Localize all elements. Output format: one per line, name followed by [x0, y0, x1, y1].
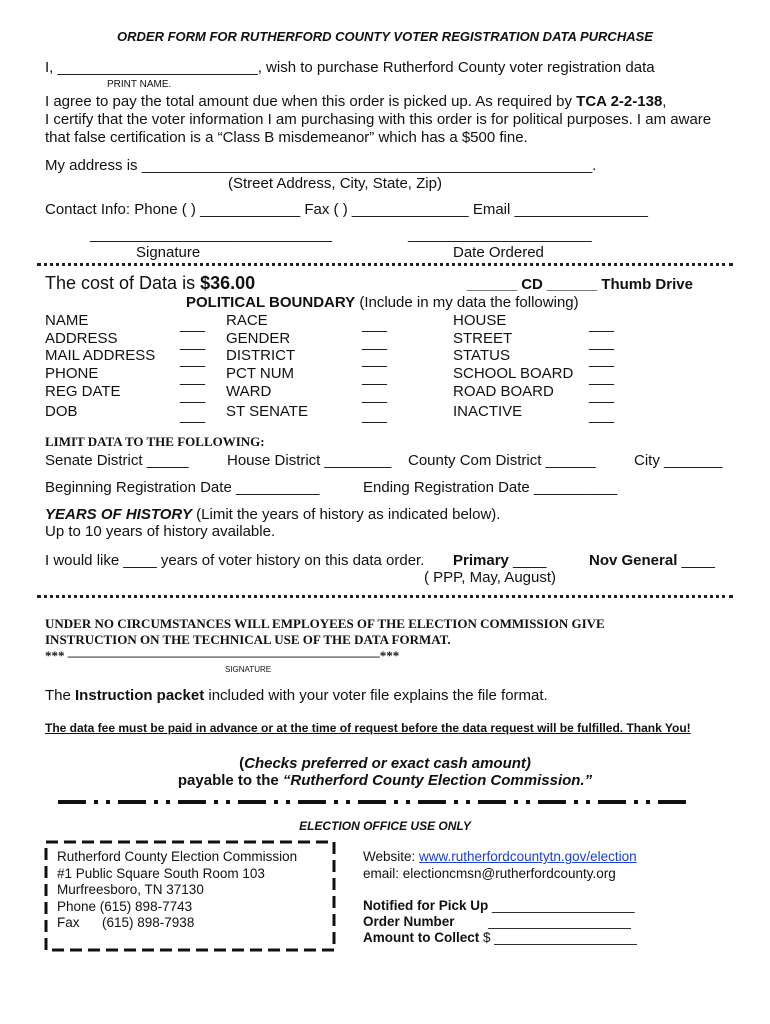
- boundary-option-blank[interactable]: ___: [589, 351, 615, 368]
- boundary-option-label: ST SENATE: [226, 403, 308, 420]
- limit-heading: LIMIT DATA TO THE FOLLOWING:: [45, 434, 265, 449]
- history-years-field[interactable]: I would like ____ years of voter history on this data order.: [45, 552, 425, 569]
- boundary-option-blank[interactable]: ___: [180, 369, 206, 386]
- boundary-option-label: ADDRESS: [45, 330, 118, 347]
- dotted-divider: [37, 263, 733, 266]
- notified-pickup-field[interactable]: [363, 898, 635, 913]
- order-blank: ___________________: [454, 914, 631, 929]
- address-hint: (Street Address, City, State, Zip): [228, 175, 442, 192]
- order-number-field[interactable]: [363, 914, 631, 929]
- nov-general-field[interactable]: [589, 552, 715, 569]
- payment-prefix: payable to the: [177, 772, 283, 789]
- boundary-option-blank[interactable]: ___: [180, 316, 206, 333]
- nov-general-label: Nov General: [589, 552, 678, 569]
- office-use-heading: ELECTION OFFICE USE ONLY: [299, 819, 471, 833]
- cost-amount: $36.00: [200, 273, 256, 293]
- boundary-option-blank[interactable]: ___: [180, 387, 206, 404]
- contact-info-line[interactable]: Contact Info: Phone ( ) ____________ Fax ( ) ______________ Email ________________: [45, 201, 648, 218]
- tca-reference: TCA 2-2-138: [576, 93, 663, 110]
- boundary-heading: POLITICAL BOUNDARY: [186, 294, 356, 311]
- boundary-option-blank[interactable]: ___: [589, 407, 615, 424]
- nov-general-blank: ____: [677, 552, 715, 569]
- media-choice[interactable]: ______ CD ______ Thumb Drive: [467, 276, 693, 293]
- boundary-option-blank[interactable]: ___: [589, 334, 615, 351]
- history-limit: Up to 10 years of history available.: [45, 523, 276, 540]
- date-ordered-label: Date Ordered: [453, 244, 544, 261]
- payment-line-2: [0, 772, 770, 789]
- email-line: email: electioncmsn@rutherfordcounty.org: [363, 866, 616, 881]
- boundary-option-blank[interactable]: ___: [362, 407, 388, 424]
- website-line: [363, 849, 637, 864]
- history-heading: YEARS OF HISTORY: [45, 506, 192, 523]
- boundary-option-label: INACTIVE: [453, 403, 523, 420]
- notice-signature-line[interactable]: *** ————————————————————————***: [45, 648, 400, 663]
- amount-label: Amount to Collect: [363, 930, 480, 945]
- dotted-divider-2: [37, 595, 733, 598]
- county-com-district-field[interactable]: County Com District ______: [408, 452, 596, 469]
- boundary-option-label: PHONE: [45, 365, 99, 382]
- boundary-option-label: DISTRICT: [226, 347, 296, 364]
- primary-blank: ____: [508, 552, 547, 569]
- senate-district-field[interactable]: Senate District _____: [45, 452, 189, 469]
- house-district-field[interactable]: House District ________: [227, 452, 392, 469]
- boundary-option-label: NAME: [45, 312, 89, 329]
- boundary-option-label: HOUSE: [453, 312, 507, 329]
- primary-label: Primary: [453, 552, 509, 569]
- purchaser-name-line[interactable]: I, ________________________, wish to purchase Rutherford County voter registration data: [45, 59, 655, 76]
- fee-notice: The data fee must be paid in advance or at the time of request before the data request will be fulfilled. Thank You!: [45, 721, 691, 735]
- office-address-line: Rutherford County Election Commission: [57, 849, 298, 864]
- office-address-line: Murfreesboro, TN 37130: [57, 882, 204, 897]
- end-registration-date-field[interactable]: Ending Registration Date __________: [363, 479, 618, 496]
- boundary-option-label: RACE: [226, 312, 268, 329]
- begin-registration-date-field[interactable]: Beginning Registration Date __________: [45, 479, 320, 496]
- certify-line: I certify that the voter information I am purchasing with this order is for political purposes. I am aware: [45, 111, 712, 128]
- print-name-label: PRINT NAME.: [107, 79, 172, 90]
- boundary-option-label: PCT NUM: [226, 365, 295, 382]
- office-address-line: #1 Public Square South Room 103: [57, 865, 265, 881]
- signature-blank[interactable]: _____________________________: [90, 226, 332, 243]
- boundary-option-blank[interactable]: ___: [589, 387, 615, 404]
- agree-line: [45, 93, 666, 110]
- boundary-option-blank[interactable]: ___: [362, 351, 388, 368]
- signature-label: Signature: [136, 244, 201, 261]
- amount-blank: $ ___________________: [479, 930, 637, 945]
- boundary-option-label: GENDER: [226, 330, 291, 347]
- date-ordered-blank[interactable]: ______________________: [408, 226, 592, 243]
- boundary-option-label: SCHOOL BOARD: [453, 365, 574, 382]
- instruction-suffix: included with your voter file explains the file format.: [204, 687, 548, 704]
- payment-open: (: [239, 755, 245, 772]
- primary-field[interactable]: [453, 552, 546, 569]
- boundary-heading-line: [186, 294, 579, 311]
- page-title: ORDER FORM FOR RUTHERFORD COUNTY VOTER REGISTRATION DATA PURCHASE: [117, 29, 653, 44]
- boundary-option-blank[interactable]: ___: [589, 369, 615, 386]
- order-label: Order Number: [363, 914, 455, 929]
- agree-end: ,: [662, 93, 667, 110]
- website-link[interactable]: www.rutherfordcountytn.gov/election: [419, 849, 637, 864]
- history-note: (Limit the years of history as indicated below).: [191, 506, 501, 523]
- boundary-option-blank[interactable]: ___: [362, 369, 388, 386]
- boundary-option-blank[interactable]: ___: [180, 407, 206, 424]
- instruction-packet: Instruction packet: [75, 687, 205, 704]
- instruction-line: [45, 687, 548, 704]
- office-address-line: Phone (615) 898-7743: [57, 898, 193, 914]
- cost-line: [45, 273, 255, 294]
- city-field[interactable]: City _______: [634, 452, 723, 469]
- website-label: Website:: [363, 849, 420, 864]
- cost-label: The cost of Data is: [45, 273, 201, 293]
- office-address: [57, 849, 297, 932]
- boundary-note: (Include in my data the following): [355, 294, 579, 311]
- boundary-option-blank[interactable]: ___: [362, 387, 388, 404]
- heavy-dash-divider: [56, 799, 696, 805]
- primary-note: ( PPP, May, August): [424, 569, 557, 586]
- notice-line-1: UNDER NO CIRCUMSTANCES WILL EMPLOYEES OF THE ELECTION COMMISSION GIVE: [45, 616, 605, 631]
- boundary-option-blank[interactable]: ___: [362, 334, 388, 351]
- office-address-line: Fax (615) 898-7938: [57, 915, 195, 930]
- amount-collect-field[interactable]: [363, 930, 637, 945]
- false-cert-line: that false certification is a “Class B misdemeanor” which has a $500 fine.: [45, 129, 528, 146]
- boundary-option-label: DOB: [45, 403, 78, 420]
- boundary-option-blank[interactable]: ___: [180, 334, 206, 351]
- history-heading-line: [45, 506, 500, 523]
- boundary-option-label: MAIL ADDRESS: [45, 347, 156, 364]
- boundary-option-blank[interactable]: ___: [180, 351, 206, 368]
- instruction-prefix: The: [45, 687, 76, 704]
- boundary-option-label: STATUS: [453, 347, 510, 364]
- boundary-option-blank[interactable]: ___: [589, 316, 615, 333]
- payment-line-1: [0, 755, 770, 772]
- boundary-option-label: WARD: [226, 383, 272, 400]
- boundary-option-label: STREET: [453, 330, 513, 347]
- address-line[interactable]: My address is ______________________________________________________.: [45, 157, 597, 174]
- boundary-option-blank[interactable]: ___: [362, 316, 388, 333]
- payment-checks: Checks preferred or exact cash amount): [244, 755, 531, 772]
- boundary-option-label: REG DATE: [45, 383, 121, 400]
- notified-blank: ___________________: [488, 898, 635, 913]
- boundary-option-label: ROAD BOARD: [453, 383, 554, 400]
- payment-payee: “Rutherford County Election Commission.”: [282, 772, 593, 789]
- agree-text: I agree to pay the total amount due when this order is picked up. As required by: [45, 93, 577, 110]
- notice-signature-label: SIGNATURE: [225, 665, 272, 674]
- notice-line-2: INSTRUCTION ON THE TECHNICAL USE OF THE DATA FORMAT.: [45, 632, 451, 647]
- notified-label: Notified for Pick Up: [363, 898, 489, 913]
